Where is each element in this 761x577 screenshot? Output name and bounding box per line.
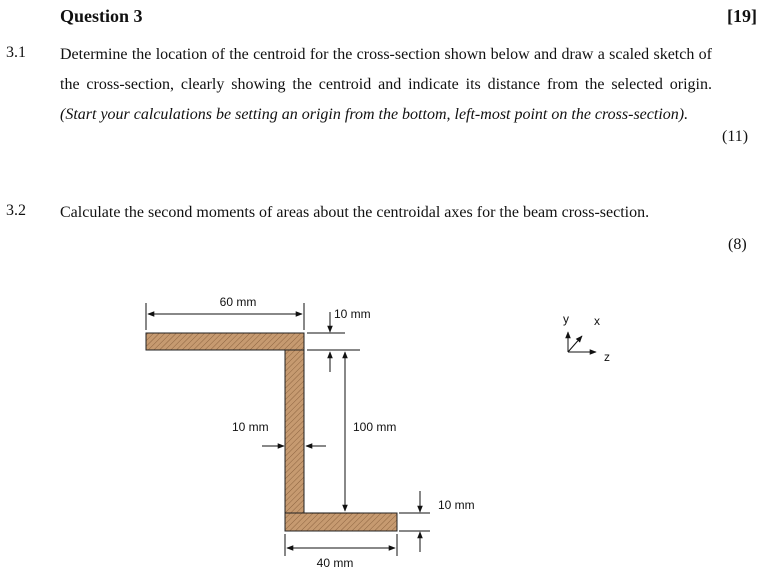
axis-y-label: y <box>563 312 569 326</box>
question-number-3-1: 3.1 <box>6 44 26 61</box>
question-title: Question 3 <box>60 6 143 26</box>
marks-3-1: (11) <box>722 128 749 145</box>
top-flange <box>146 333 304 350</box>
bottom-flange <box>285 513 397 531</box>
label-10mm-bottom: 10 mm <box>438 498 475 512</box>
web <box>285 350 304 513</box>
label-40mm: 40 mm <box>316 556 354 570</box>
axes-icon <box>563 312 610 364</box>
dim-web-thickness <box>232 420 326 446</box>
label-10mm-top: 10 mm <box>334 307 371 321</box>
label-100mm: 100 mm <box>353 420 397 434</box>
dim-web-height <box>308 350 396 513</box>
axis-x-label: x <box>594 314 600 328</box>
label-60mm: 60 mm <box>219 295 257 309</box>
dim-bottom-flange-thickness <box>399 491 475 552</box>
axis-z-label: z <box>604 350 610 364</box>
total-marks: [19] <box>727 6 757 26</box>
label-10mm-web: 10 mm <box>232 420 269 434</box>
question-3-1-main: Determine the location of the centroid for the cross-section shown below and draw a scaled sketch of the cross-section, clearly showing the centroid and indicate its distance from the selected origin. <box>60 46 712 93</box>
question-number-3-2: 3.2 <box>6 202 26 219</box>
marks-3-2: (8) <box>728 236 747 253</box>
question-3-2-text: Calculate the second moments of areas about the centroidal axes for the beam cross-section. <box>60 204 650 221</box>
question-3-1-italic: (Start your calculations be setting an origin from the bottom, left-most point on the cross-section). <box>60 106 689 123</box>
dim-bottom-flange-width <box>285 534 397 570</box>
dim-top-flange-thickness <box>307 307 371 372</box>
dim-top-flange-width <box>146 295 304 330</box>
